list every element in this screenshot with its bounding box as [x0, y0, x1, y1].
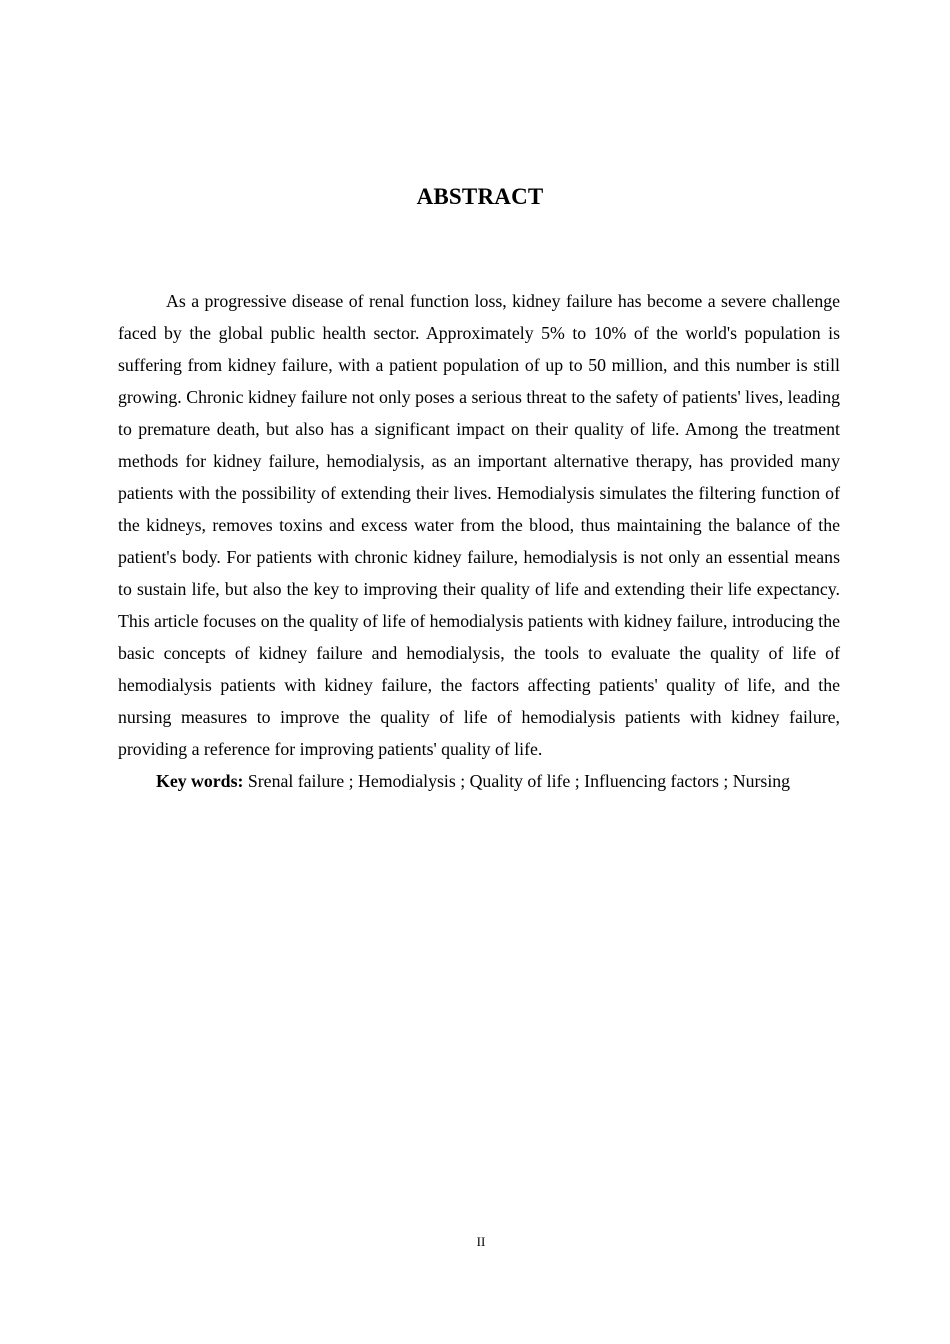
abstract-body [118, 285, 840, 797]
keywords-label: Key words: [156, 771, 244, 791]
keywords-text: Srenal failure ; Hemodialysis ; Quality of life ; Influencing factors ; Nursing [247, 771, 791, 791]
keywords-line [118, 765, 840, 797]
abstract-paragraph: As a progressive disease of renal function loss, kidney failure has become a severe challenge faced by the global public health sector. Approximately 5% to 10% of the world's population is suffering from kidney failure, with a patient population of up to 50 million, and this number is still growing. Chronic kidney failure not only poses a serious threat to the safety of patients' lives, leading to premature death, but also has a significant impact on their quality of life. Among the treatment methods for kidney failure, hemodialysis, as an important alternative therapy, has provided many patients with the possibility of extending their lives. Hemodialysis simulates the filtering function of the kidneys, removes toxins and excess water from the blood, thus maintaining the balance of the patient's body. For patients with chronic kidney failure, hemodialysis is not only an essential means to sustain life, but also the key to improving their quality of life and extending their life expectancy. This article focuses on the quality of life of hemodialysis patients with kidney failure, introducing the basic concepts of kidney failure and hemodialysis, the tools to evaluate the quality of life of hemodialysis patients with kidney failure, the factors affecting patients' quality of life, and the nursing measures to improve the quality of life of hemodialysis patients with kidney failure, providing a reference for improving patients' quality of life. [118, 291, 840, 759]
page-number: II [476, 1234, 486, 1249]
abstract-title: ABSTRACT [416, 184, 544, 209]
